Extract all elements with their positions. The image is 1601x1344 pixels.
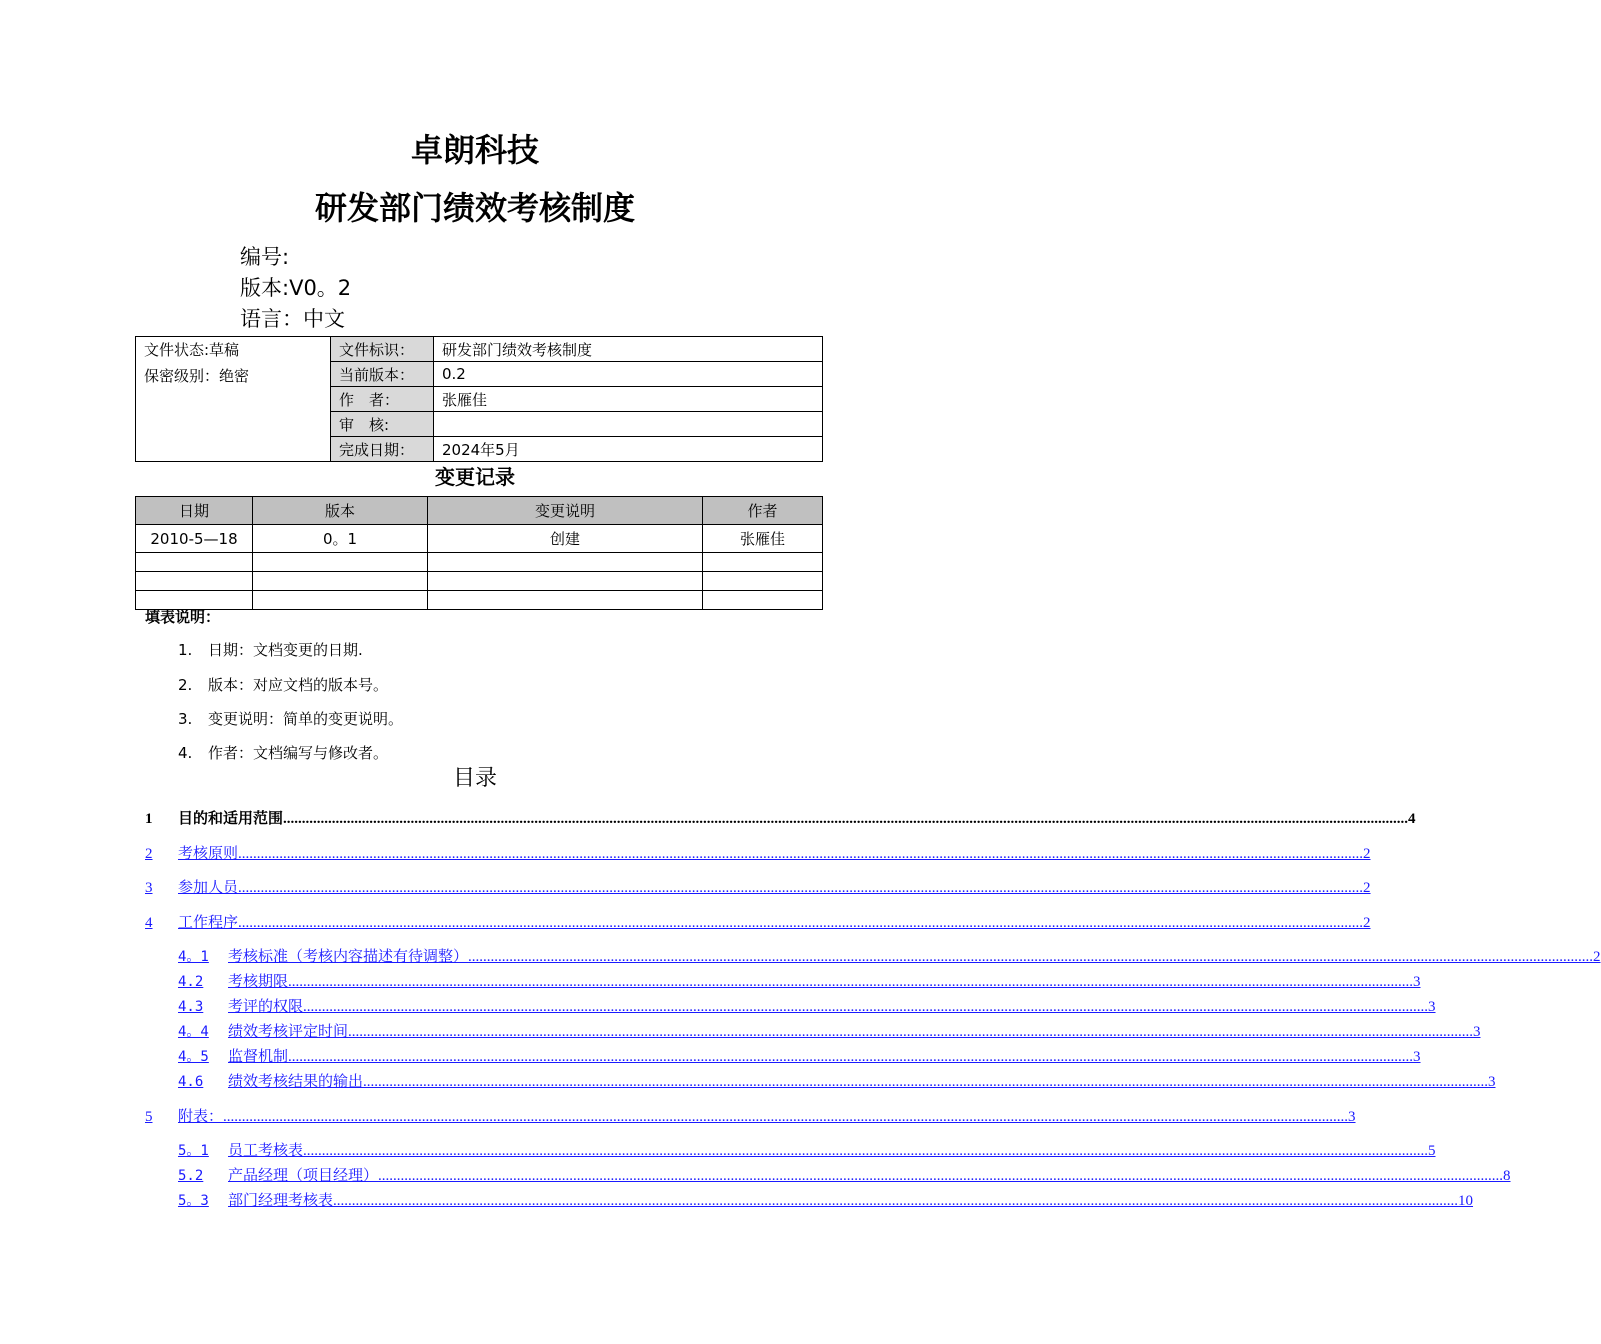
toc-page: 3: [1348, 1109, 1356, 1125]
table-cell: 2010-5—18: [136, 525, 253, 553]
toc-entry[interactable]: [178, 970, 1421, 993]
toc-page: 3: [1428, 999, 1436, 1015]
toc-page: 2: [1363, 915, 1371, 931]
toc-leader: ............................................................................................................................................................................................................................................................................................................: [238, 915, 1364, 931]
table-header-row: [136, 497, 823, 525]
toc-text: 绩效考核评定时间: [228, 1022, 349, 1040]
toc-leader: ............................................................................................................................................................................................................................................................................................................: [303, 1143, 1429, 1159]
toc-entry[interactable]: [145, 911, 1371, 934]
toc-entry[interactable]: [178, 1045, 1421, 1068]
toc-leader: ............................................................................................................................................................................................................................................................................................................: [288, 974, 1414, 990]
note-item: [178, 708, 403, 730]
company-title: 卓朗科技: [410, 131, 539, 169]
toc-text: 考核原则: [178, 844, 239, 862]
toc-number: 5: [145, 1109, 153, 1125]
toc-page: 4: [1408, 811, 1416, 827]
info-label: 审 核:: [331, 412, 434, 437]
toc-number: 5.2: [178, 1168, 204, 1184]
toc-leader: ............................................................................................................................................................................................................................................................................................................: [303, 999, 1429, 1015]
secrecy-level: 保密级别：绝密: [144, 367, 250, 385]
note-text: 日期：文档变更的日期.: [208, 641, 363, 659]
toc-number: 4。5: [178, 1049, 209, 1065]
toc-text: 附表：: [178, 1107, 224, 1125]
toc-text: 考评的权限: [228, 997, 304, 1015]
toc-number: 4: [145, 915, 153, 931]
column-header: 版本: [253, 497, 428, 525]
toc-entry[interactable]: [178, 1070, 1496, 1093]
info-label: 文件标识：: [331, 337, 434, 362]
toc-number: 4.6: [178, 1074, 204, 1090]
info-label: 当前版本：: [331, 362, 434, 387]
toc-entry[interactable]: [178, 1020, 1481, 1043]
toc-leader: ............................................................................................................................................................................................................................................................................................................: [468, 949, 1594, 965]
note-item: [178, 639, 363, 661]
table-cell: 张雁佳: [703, 525, 823, 553]
table-row: [136, 525, 823, 553]
table-cell: 0。1: [253, 525, 428, 553]
document-title: 研发部门绩效考核制度: [314, 189, 635, 227]
toc-leader: ............................................................................................................................................................................................................................................................................................................: [288, 1049, 1414, 1065]
toc-entry[interactable]: [145, 807, 1416, 830]
column-header: 日期: [136, 497, 253, 525]
toc-page: 3: [1413, 974, 1421, 990]
status-cell: [136, 337, 331, 462]
notes-title: 填表说明：: [145, 608, 221, 626]
toc-entry[interactable]: [178, 1164, 1511, 1187]
toc-leader: ............................................................................................................................................................................................................................................................................................................: [348, 1024, 1474, 1040]
change-log-table: [135, 496, 823, 610]
toc-number: 4.2: [178, 974, 204, 990]
toc-text: 产品经理（项目经理）: [228, 1166, 379, 1184]
toc-page: 5: [1428, 1143, 1436, 1159]
toc-leader: ............................................................................................................................................................................................................................................................................................................: [378, 1168, 1504, 1184]
info-label: 作 者：: [331, 387, 434, 412]
document-number: 编号:: [240, 245, 290, 269]
toc-text: 考核期限: [228, 972, 289, 990]
note-item: [178, 742, 388, 764]
toc-leader: ............................................................................................................................................................................................................................................................................................................: [333, 1193, 1459, 1209]
column-header: 作者: [703, 497, 823, 525]
note-number: 1.: [178, 641, 193, 659]
toc-number: 4。1: [178, 949, 209, 965]
table-row-empty: [136, 591, 823, 610]
toc-number: 4。4: [178, 1024, 209, 1040]
table-row-empty: [136, 572, 823, 591]
toc-text: 员工考核表: [228, 1141, 304, 1159]
toc-text: 监督机制: [228, 1047, 289, 1065]
toc-page: 10: [1458, 1193, 1474, 1209]
note-text: 变更说明：简单的变更说明。: [208, 710, 404, 728]
toc-page: 2: [1363, 846, 1371, 862]
toc-title: 目录: [452, 766, 497, 791]
toc-page: 3: [1473, 1024, 1481, 1040]
toc-page: 3: [1488, 1074, 1496, 1090]
toc-number: 4.3: [178, 999, 204, 1015]
change-log-title: 变更记录: [435, 465, 515, 489]
toc-text: 考核标准（考核内容描述有待调整）: [228, 947, 469, 965]
document-info-table: [135, 336, 823, 462]
note-number: 4.: [178, 744, 193, 762]
toc-number: 2: [145, 846, 153, 862]
toc-leader: ............................................................................................................................................................................................................................................................................................................: [363, 1074, 1489, 1090]
toc-page: 8: [1503, 1168, 1511, 1184]
toc-page: 2: [1363, 880, 1371, 896]
toc-number: 5。1: [178, 1143, 209, 1159]
toc-entry[interactable]: [145, 876, 1371, 899]
toc-entry[interactable]: [178, 995, 1436, 1018]
info-value: 2024年5月: [434, 437, 823, 462]
info-label: 完成日期：: [331, 437, 434, 462]
document-language: 语言：中文: [240, 307, 345, 331]
toc-number: 5。3: [178, 1193, 209, 1209]
table-cell: 创建: [428, 525, 703, 553]
table-row-empty: [136, 553, 823, 572]
toc-leader: ............................................................................................................................................................................................................................................................................................................: [238, 846, 1364, 862]
info-value: 研发部门绩效考核制度: [434, 337, 823, 362]
toc-leader: ............................................................................................................................................................................................................................................................................................................: [283, 811, 1409, 827]
toc-entry[interactable]: [178, 945, 1601, 968]
toc-entry[interactable]: [178, 1189, 1474, 1212]
toc-page: 3: [1413, 1049, 1421, 1065]
column-header: 变更说明: [428, 497, 703, 525]
info-value: 张雁佳: [434, 387, 823, 412]
note-text: 版本：对应文档的版本号。: [208, 676, 389, 694]
toc-leader: ............................................................................................................................................................................................................................................................................................................: [223, 1109, 1349, 1125]
toc-number: 3: [145, 880, 153, 896]
file-status: 文件状态:草稿: [144, 341, 240, 359]
toc-entry[interactable]: [145, 842, 1371, 865]
note-text: 作者：文档编写与修改者。: [208, 744, 389, 762]
toc-page: 2: [1593, 949, 1601, 965]
toc-text: 工作程序: [178, 913, 239, 931]
document-version: 版本:V0。2: [240, 276, 352, 300]
toc-entry[interactable]: [145, 1105, 1356, 1128]
toc-text: 目的和适用范围: [178, 809, 284, 827]
toc-text: 参加人员: [178, 878, 239, 896]
toc-entry[interactable]: [178, 1139, 1436, 1162]
toc-number: 1: [145, 811, 153, 827]
toc-text: 绩效考核结果的输出: [228, 1072, 364, 1090]
toc-leader: ............................................................................................................................................................................................................................................................................................................: [238, 880, 1364, 896]
info-value: 0.2: [434, 362, 823, 387]
note-item: [178, 674, 388, 696]
info-value: [434, 412, 823, 437]
note-number: 3.: [178, 710, 193, 728]
note-number: 2.: [178, 676, 193, 694]
toc-text: 部门经理考核表: [228, 1191, 334, 1209]
